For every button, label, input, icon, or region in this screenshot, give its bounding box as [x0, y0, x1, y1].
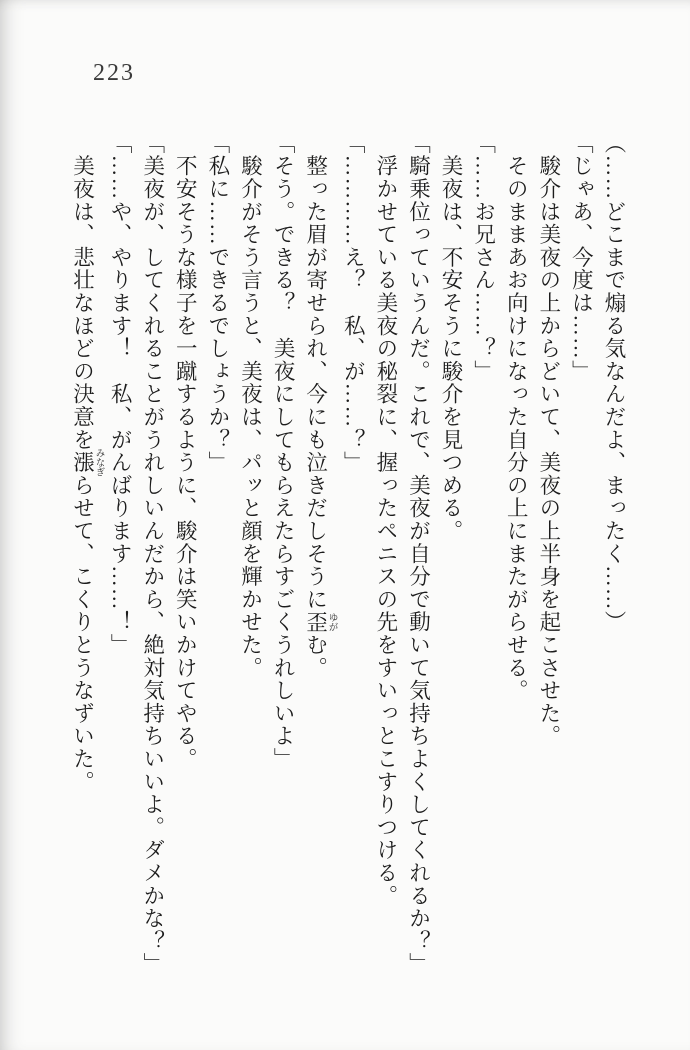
text-line: [201, 132, 234, 964]
text-segment: 美夜は、悲壮なほどの決意を: [70, 132, 95, 452]
text-segment: 浮かせている美夜の秘裂に、握ったペニスの先をすいっとこすりつける。: [373, 132, 398, 908]
text-segment: む。: [303, 633, 328, 680]
text-line: [369, 132, 402, 964]
text-segment: そのままあお向けになった自分の上にまたがらせる。: [504, 132, 529, 702]
text-segment: 「……お兄さん……？」: [471, 132, 496, 383]
text-line: [299, 132, 337, 964]
text-line: [66, 132, 104, 964]
text-block: [66, 132, 630, 976]
text-line: [266, 132, 299, 964]
text-segment: 「そう。できる？ 美夜にしてもらえたらすごくうれしいよ」: [271, 132, 296, 771]
text-line: [434, 132, 467, 964]
text-line: [104, 132, 137, 964]
text-line: [136, 132, 169, 976]
text-segment: 「……や、やります！ 私、がんばります……！」: [108, 132, 133, 657]
ruby-annotated-kanji: 漲 みなぎ: [70, 448, 104, 477]
text-segment: 駿介がそう言うと、美夜は、パッと顔を輝かせた。: [238, 132, 263, 680]
text-line: [337, 132, 370, 964]
text-segment: 「美夜が、してくれることがうれしいんだから、絶対気持ちいいよ。ダメかな？」: [140, 132, 165, 976]
text-line: [467, 132, 500, 964]
text-segment: らせて、こくりとうなずいた。: [70, 474, 95, 794]
text-line: [169, 132, 202, 964]
ruby-annotated-kanji: 歪 ゆが: [303, 610, 337, 634]
text-segment: 不安そうな様子を一蹴するように、駿介は笑いかけてやる。: [173, 132, 198, 771]
text-segment: 「じゃあ、今度は……」: [569, 132, 594, 383]
text-line: [402, 132, 435, 976]
text-segment: 駿介は美夜の上からどいて、美夜の上半身を起こさせた。: [536, 132, 561, 748]
page-number: 223: [93, 60, 135, 86]
text-line: [500, 132, 533, 964]
text-segment: （……どこまで煽る気なんだよ、まったく……）: [602, 132, 626, 634]
text-segment: 「騎乗位っていうんだ。これで、美夜が自分で動いて気持ちよくしてくれるか？」: [406, 132, 431, 976]
text-line: [532, 132, 565, 964]
text-segment: 「私に……できるでしょうか？」: [205, 132, 230, 474]
text-line: [234, 132, 267, 964]
text-line: [597, 132, 630, 964]
text-line: [565, 132, 598, 964]
text-segment: 「…………え？ 私、が……？」: [341, 132, 366, 474]
text-segment: 美夜は、不安そうに駿介を見つめる。: [439, 132, 464, 543]
text-segment: 整った眉が寄せられ、今にも泣きだしそうに: [303, 132, 328, 611]
